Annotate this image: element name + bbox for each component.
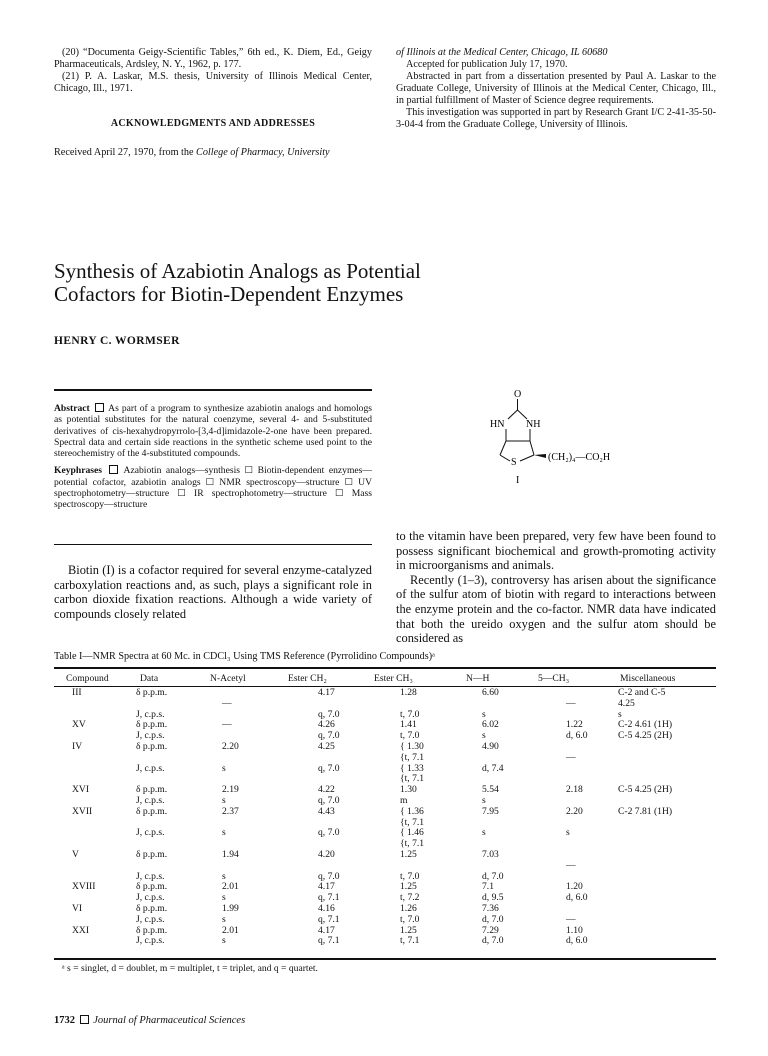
thiophane-bond-bottom-left: [500, 455, 510, 461]
table-cell: C-2 and C-5: [618, 687, 666, 698]
table-cell: [202, 818, 280, 829]
page-footer: [54, 1015, 245, 1026]
table-cell: [604, 915, 716, 926]
table-cell: [202, 688, 280, 699]
table-cell: C-2 7.81 (1H): [618, 805, 673, 817]
table-cell: 2.01: [222, 924, 239, 936]
table-header: Miscellaneous: [620, 672, 676, 684]
table-cell: [604, 753, 716, 764]
table-cell: [54, 710, 124, 721]
abstract-paragraph: [54, 403, 372, 459]
thiophane-bond-left: [500, 441, 506, 455]
table-cell: 2.01: [222, 881, 239, 893]
table-cell: 4.43: [318, 805, 335, 817]
table-cell: [54, 915, 124, 926]
table-cell: [604, 936, 716, 947]
table-cell: 4.25: [618, 697, 635, 709]
structure-hn-label: HN: [490, 419, 505, 430]
table-cell: 2.19: [222, 784, 239, 796]
table-cell: [604, 882, 716, 893]
table-cell: XV: [72, 719, 86, 731]
table-cell: 1.41: [400, 719, 417, 731]
abstract-top-rule: [54, 389, 372, 391]
table-cell: q, 7.0: [318, 870, 340, 882]
table-cell: {t, 7.1: [400, 751, 425, 763]
table-row: [54, 753, 716, 764]
table-cell: s: [222, 794, 226, 806]
accepted-line: Accepted for publication July 17, 1970.: [406, 59, 568, 70]
table-cell: 2.20: [222, 740, 239, 752]
table-cell: s: [222, 827, 226, 839]
table-cell: [360, 861, 450, 872]
table-cell: J, c.p.s.: [136, 935, 165, 947]
table-cell: 1.26: [400, 902, 417, 914]
table-cell: IV: [72, 740, 83, 752]
table-cell: d, 6.0: [566, 730, 588, 742]
table-cell: 4.16: [318, 902, 335, 914]
table-cell: [54, 828, 124, 839]
table-cell: V: [72, 848, 79, 860]
table-cell: J, c.p.s.: [136, 794, 165, 806]
table-cell: [54, 839, 124, 850]
table-cell: { 1.30: [400, 740, 424, 752]
received-prefix: Received April 27, 1970, from the: [54, 147, 197, 158]
table-cell: [202, 710, 280, 721]
table-cell: VI: [72, 902, 83, 914]
table-row: [54, 764, 716, 775]
table-cell: q, 7.1: [318, 892, 340, 904]
table-cell: [280, 861, 360, 872]
body-right-column: [396, 529, 716, 646]
structure-chain-label: (CH₂)₄—CO₂H: [548, 452, 611, 463]
abstract-bottom-rule: [54, 544, 372, 545]
nmr-table: [54, 670, 716, 947]
checkbox-icon: [109, 465, 118, 474]
table-cell: δ p.p.m.: [136, 805, 168, 817]
table-cell: [450, 753, 530, 764]
structure-sulfur-label: S: [511, 457, 517, 468]
table-cell: 4.17: [318, 687, 335, 698]
table-cell: [54, 936, 124, 947]
table-row: [54, 915, 716, 926]
table-row: [54, 936, 716, 947]
table-cell: δ p.p.m.: [136, 848, 168, 860]
table-row: [54, 742, 716, 753]
table-header: Ester CH₃: [374, 672, 413, 684]
checkbox-icon: [95, 403, 104, 412]
table-cell: s: [222, 935, 226, 947]
table-cell: q, 7.0: [318, 730, 340, 742]
table-cell: 1.22: [566, 719, 583, 731]
table-cell: 1.25: [400, 924, 417, 936]
table-cell: [124, 699, 202, 710]
table-body: [54, 688, 716, 947]
body-paragraph: Recently (1–3), controversy has arisen about the significance of the sulfur atom of biotin with regard to interactions between the enzyme protein and the co-factor. NMR data have indicated that both the ureido oxygen and the sulfur atom should be considered as: [396, 572, 716, 646]
table-cell: 7.03: [482, 848, 499, 860]
table-row: [54, 850, 716, 861]
table-cell: s: [222, 913, 226, 925]
table-cell: 4.17: [318, 881, 335, 893]
references-top-left: [54, 47, 372, 95]
received-line: [54, 147, 379, 159]
received-institution: College of Pharmacy, University: [196, 147, 330, 158]
table-cell: [604, 872, 716, 883]
table-cell: [202, 731, 280, 742]
table-cell: { 1.36: [400, 805, 424, 817]
table-cell: s: [482, 794, 486, 806]
table-cell: [604, 839, 716, 850]
table-cell: t, 7.0: [400, 870, 420, 882]
table-cell: d, 9.5: [482, 892, 504, 904]
table-cell: J, c.p.s.: [136, 870, 165, 882]
abstracted-note: Abstracted in part from a dissertation presented by Paul A. Laskar to the Graduate College, University of Illinois at the Medical Center, Chicago, Ill., in partial fulfillment of Master of Science degree requirements.: [396, 71, 716, 106]
table-row: [54, 828, 716, 839]
table-header: 5—CH₃: [538, 672, 570, 684]
journal-name: Journal of Pharmaceutical Sciences: [93, 1015, 246, 1026]
keyphrases-paragraph: [54, 465, 372, 510]
table-cell: [54, 699, 124, 710]
table-cell: [530, 839, 604, 850]
table-cell: 2.20: [566, 805, 583, 817]
table-cell: [450, 818, 530, 829]
table-cell: 1.25: [400, 881, 417, 893]
abstract-label: Abstract: [54, 403, 90, 414]
table-cell: [450, 861, 530, 872]
table-cell: 1.28: [400, 687, 417, 698]
wedge-bond: [534, 454, 546, 458]
table-cell: 7.36: [482, 902, 499, 914]
table-cell: [54, 753, 124, 764]
table-cell: J, c.p.s.: [136, 913, 165, 925]
table-cell: [54, 893, 124, 904]
table-cell: { 1.33: [400, 762, 424, 774]
table-row: [54, 807, 716, 818]
table-cell: 7.29: [482, 924, 499, 936]
table-cell: q, 7.0: [318, 794, 340, 806]
table-cell: δ p.p.m.: [136, 687, 168, 698]
table-caption: Table I—NMR Spectra at 60 Mc. in CDCl₃ Using TMS Reference (Pyrrolidino Compounds)ᵃ: [54, 651, 435, 662]
table-cell: J, c.p.s.: [136, 762, 165, 774]
table-cell: 6.60: [482, 687, 499, 698]
table-cell: [604, 926, 716, 937]
table-cell: XXI: [72, 924, 90, 936]
table-cell: 1.10: [566, 924, 583, 936]
table-cell: d, 6.0: [566, 892, 588, 904]
table-cell: 2.37: [222, 805, 239, 817]
table-row: [54, 699, 716, 710]
table-cell: 1.30: [400, 784, 417, 796]
table-cell: XVIII: [72, 881, 96, 893]
table-cell: C-5 4.25 (2H): [618, 730, 673, 742]
table-cell: [54, 861, 124, 872]
support-note: This investigation was supported in part by Research Grant I/C 2-41-35-50-3-04-4 from the Graduate College, University of Illinois.: [396, 107, 716, 130]
table-cell: 1.25: [400, 848, 417, 860]
title-line-1: Synthesis of Azabiotin Analogs as Potential: [54, 259, 421, 283]
table-cell: [54, 774, 124, 785]
table-cell: s: [618, 708, 622, 720]
table-cell: q, 7.0: [318, 827, 340, 839]
table-top-rule: [54, 667, 716, 669]
table-cell: [202, 861, 280, 872]
table-cell: m: [400, 794, 408, 806]
table-cell: s: [222, 762, 226, 774]
table-cell: [280, 699, 360, 710]
structure-oxygen-label: O: [514, 389, 522, 400]
table-cell: [604, 893, 716, 904]
table-cell: —: [566, 913, 576, 925]
table-cell: δ p.p.m.: [136, 784, 168, 796]
table-cell: J, c.p.s.: [136, 827, 165, 839]
table-cell: 7.95: [482, 805, 499, 817]
table-cell: [124, 861, 202, 872]
body-paragraph: Biotin (I) is a cofactor required for several enzyme-catalyzed carboxylation reactions and, as such, plays a significant role in carbon dioxide fixation reactions. Although a wide variety of compounds closely related: [54, 563, 372, 621]
table-cell: s: [222, 892, 226, 904]
table-cell: 4.25: [318, 740, 335, 752]
table-cell: [604, 742, 716, 753]
table-cell: 2.18: [566, 784, 583, 796]
table-cell: 1.94: [222, 848, 239, 860]
reference-21: (21) P. A. Laskar, M.S. thesis, University of Illinois Medical Center, Chicago, Ill., 1971.: [54, 71, 372, 94]
table-cell: C-5 4.25 (2H): [618, 784, 673, 796]
body-left-column: [54, 563, 372, 621]
structure-nh-label: NH: [526, 419, 541, 430]
table-cell: [280, 753, 360, 764]
table-cell: [604, 818, 716, 829]
table-cell: {t, 7.1: [400, 838, 425, 850]
table-cell: C-2 4.61 (1H): [618, 719, 673, 731]
table-cell: t, 7.1: [400, 935, 420, 947]
table-cell: [124, 753, 202, 764]
addresses-top-right: [396, 47, 716, 131]
table-cell: d, 7.4: [482, 762, 504, 774]
abstract-text: As part of a program to synthesize azabiotin analogs and homologs as potential substitutes for the natural coenzyme, several 4- and 5-substituted derivatives of cis-hexahydropyrrolo-[3,4-d]imidazole-2-one have been prepared. Spectral data and certain side reactions in the synthetic scheme used point to the stereochemistry of the 4-substituted compounds.: [54, 403, 372, 460]
article-title: [54, 260, 654, 306]
table-cell: [450, 699, 530, 710]
table-cell: {t, 7.1: [400, 816, 425, 828]
table-header: Data: [140, 672, 159, 684]
table-cell: J, c.p.s.: [136, 708, 165, 720]
table-cell: d, 7.0: [482, 935, 504, 947]
checkbox-icon: [80, 1015, 89, 1024]
table-cell: [604, 764, 716, 775]
table-header: N-Acetyl: [210, 672, 246, 684]
table-cell: 5.54: [482, 784, 499, 796]
table-cell: d, 7.0: [482, 870, 504, 882]
table-cell: 4.26: [318, 719, 335, 731]
table-cell: J, c.p.s.: [136, 892, 165, 904]
institution-continuation: of Illinois at the Medical Center, Chicago, IL 60680: [396, 47, 608, 58]
table-cell: { 1.46: [400, 827, 424, 839]
thiophane-bond-right: [530, 441, 534, 455]
author-name: HENRY C. WORMSER: [54, 335, 180, 347]
table-header: Compound: [66, 672, 109, 684]
table-cell: q, 7.1: [318, 913, 340, 925]
table-cell: 6.02: [482, 719, 499, 731]
table-cell: 4.20: [318, 848, 335, 860]
table-cell: [54, 731, 124, 742]
table-cell: 4.17: [318, 924, 335, 936]
structure-compound-label: I: [516, 475, 520, 486]
table-cell: III: [72, 687, 82, 698]
table-cell: s: [482, 708, 486, 720]
table-bottom-rule: [54, 958, 716, 960]
table-cell: 7.1: [482, 881, 494, 893]
table-cell: q, 7.0: [318, 708, 340, 720]
title-line-2: Cofactors for Biotin-Dependent Enzymes: [54, 282, 404, 306]
abstract-block: [54, 403, 372, 517]
table-row: [54, 861, 716, 872]
table-cell: [360, 699, 450, 710]
table-header-row: [54, 670, 716, 688]
thiophane-bond-bottom-right: [520, 455, 534, 461]
table-cell: [202, 774, 280, 785]
table-cell: d, 7.0: [482, 913, 504, 925]
table-cell: [604, 850, 716, 861]
table-cell: q, 7.1: [318, 935, 340, 947]
table-cell: δ p.p.m.: [136, 719, 168, 731]
ring-bond-right: [518, 410, 528, 419]
table-cell: δ p.p.m.: [136, 924, 168, 936]
table-cell: [54, 818, 124, 829]
table-cell: t, 7.2: [400, 892, 420, 904]
table-cell: t, 7.0: [400, 913, 420, 925]
reference-20: (20) “Documenta Geigy-Scientific Tables,” 6th ed., K. Diem, Ed., Geigy Pharmaceuticals, Ardsley, N. Y., 1962, p. 177.: [54, 47, 372, 70]
table-cell: —: [222, 697, 232, 709]
table-cell: [604, 828, 716, 839]
table-cell: 1.99: [222, 902, 239, 914]
table-header: N—H: [466, 672, 490, 684]
table-cell: {t, 7.1: [400, 773, 425, 785]
body-paragraph: to the vitamin have been prepared, very few have been found to possess significant biochemical and growth-promoting activity in microorganisms and animals.: [396, 529, 716, 573]
table-cell: —: [566, 859, 576, 871]
table-cell: 4.90: [482, 740, 499, 752]
table-cell: δ p.p.m.: [136, 881, 168, 893]
table-cell: —: [566, 697, 576, 709]
table-cell: [530, 764, 604, 775]
table-cell: XVII: [72, 805, 93, 817]
table-cell: s: [222, 870, 226, 882]
table-cell: [54, 764, 124, 775]
table-cell: [202, 753, 280, 764]
biotin-structure: [460, 383, 680, 488]
acknowledgments-heading: ACKNOWLEDGMENTS AND ADDRESSES: [110, 118, 316, 129]
table-header: Ester CH₂: [288, 672, 327, 684]
keyphrases-label: Keyphrases: [54, 465, 102, 477]
table-cell: s: [566, 827, 570, 839]
ring-bond-left: [508, 410, 518, 419]
table-cell: 4.22: [318, 784, 335, 796]
table-cell: δ p.p.m.: [136, 740, 168, 752]
table-cell: —: [566, 751, 576, 763]
table-cell: [202, 839, 280, 850]
table-cell: q, 7.0: [318, 762, 340, 774]
table-cell: XVI: [72, 784, 90, 796]
table-cell: s: [482, 730, 486, 742]
table-cell: 1.20: [566, 881, 583, 893]
table-cell: [604, 861, 716, 872]
page-number: 1732: [54, 1015, 75, 1026]
table-cell: t, 7.0: [400, 708, 420, 720]
table-cell: s: [482, 827, 486, 839]
table-cell: δ p.p.m.: [136, 902, 168, 914]
table-cell: [604, 904, 716, 915]
table-row: [54, 688, 716, 699]
table-cell: J, c.p.s.: [136, 730, 165, 742]
table-footnote: ᵃ s = singlet, d = doublet, m = multiplet, t = triplet, and q = quartet.: [62, 963, 318, 974]
table-cell: —: [222, 719, 232, 731]
table-cell: d, 6.0: [566, 935, 588, 947]
table-cell: t, 7.0: [400, 730, 420, 742]
keyphrases-text: Azabiotin analogs—synthesis ☐ Biotin-dependent enzymes—potential cofactor, azabiotin analogs ☐ NMR spectroscopy—structure ☐ UV spectrophotometry—structure ☐ IR spectrophotometry—structure ☐ Mass spectroscopy—structure: [54, 465, 372, 511]
